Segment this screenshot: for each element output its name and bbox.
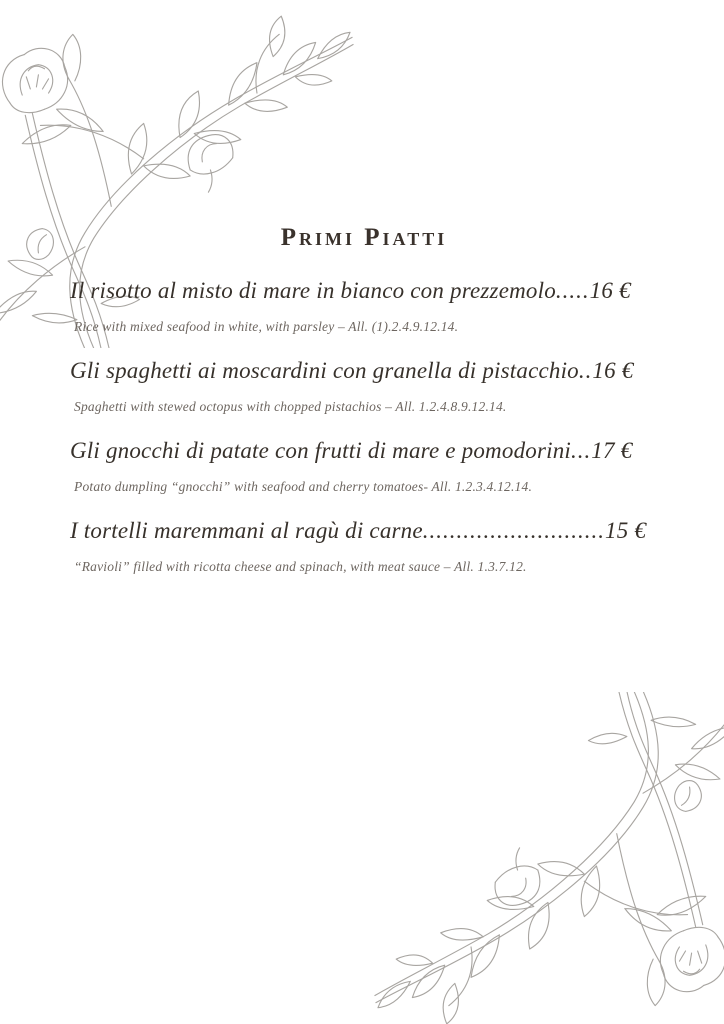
dish-name: Gli gnocchi di patate con frutti di mare e pomodorini: [70, 438, 572, 463]
dish-description: “Ravioli” filled with ricotta cheese and spinach, with meat sauce – All. 1.3.7.12.: [74, 559, 527, 574]
menu-content: [70, 224, 658, 596]
section-title: Primi Piatti: [280, 224, 448, 251]
menu-item: [70, 356, 658, 436]
menu-items: [70, 276, 658, 596]
menu-item: [70, 436, 658, 516]
menu-item-line: [70, 276, 658, 306]
menu-item-line: [70, 436, 658, 466]
price-leader-dots: ...: [571, 438, 592, 463]
price-leader-dots: .....: [555, 278, 590, 303]
dish-name: I tortelli maremmani al ragù di carne: [70, 518, 423, 543]
dish-description: Spaghetti with stewed octopus with chopped pistachios – All. 1.2.4.8.9.12.14.: [74, 399, 507, 414]
dish-name: Gli spaghetti ai moscardini con granella di pistacchio: [70, 358, 579, 383]
dish-description: Rice with mixed seafood in white, with parsley – All. (1).2.4.9.12.14.: [74, 319, 459, 334]
dish-price: 16 €: [592, 358, 634, 383]
menu-item: [70, 516, 658, 596]
price-leader-dots: ..: [578, 358, 593, 383]
dish-price: 16 €: [589, 278, 631, 303]
dish-price: 15 €: [605, 518, 647, 543]
dish-name: Il risotto al misto di mare in bianco con prezzemolo: [70, 278, 556, 303]
menu-item: [70, 276, 658, 356]
dish-description: Potato dumpling “gnocchi” with seafood and cherry tomatoes- All. 1.2.3.4.12.14.: [74, 479, 533, 494]
floral-branch-illustration-bottom-right: [368, 692, 724, 1024]
menu-item-line: [70, 516, 658, 546]
dish-price: 17 €: [591, 438, 633, 463]
menu-item-line: [70, 356, 658, 386]
price-leader-dots: ...........................: [422, 518, 606, 543]
